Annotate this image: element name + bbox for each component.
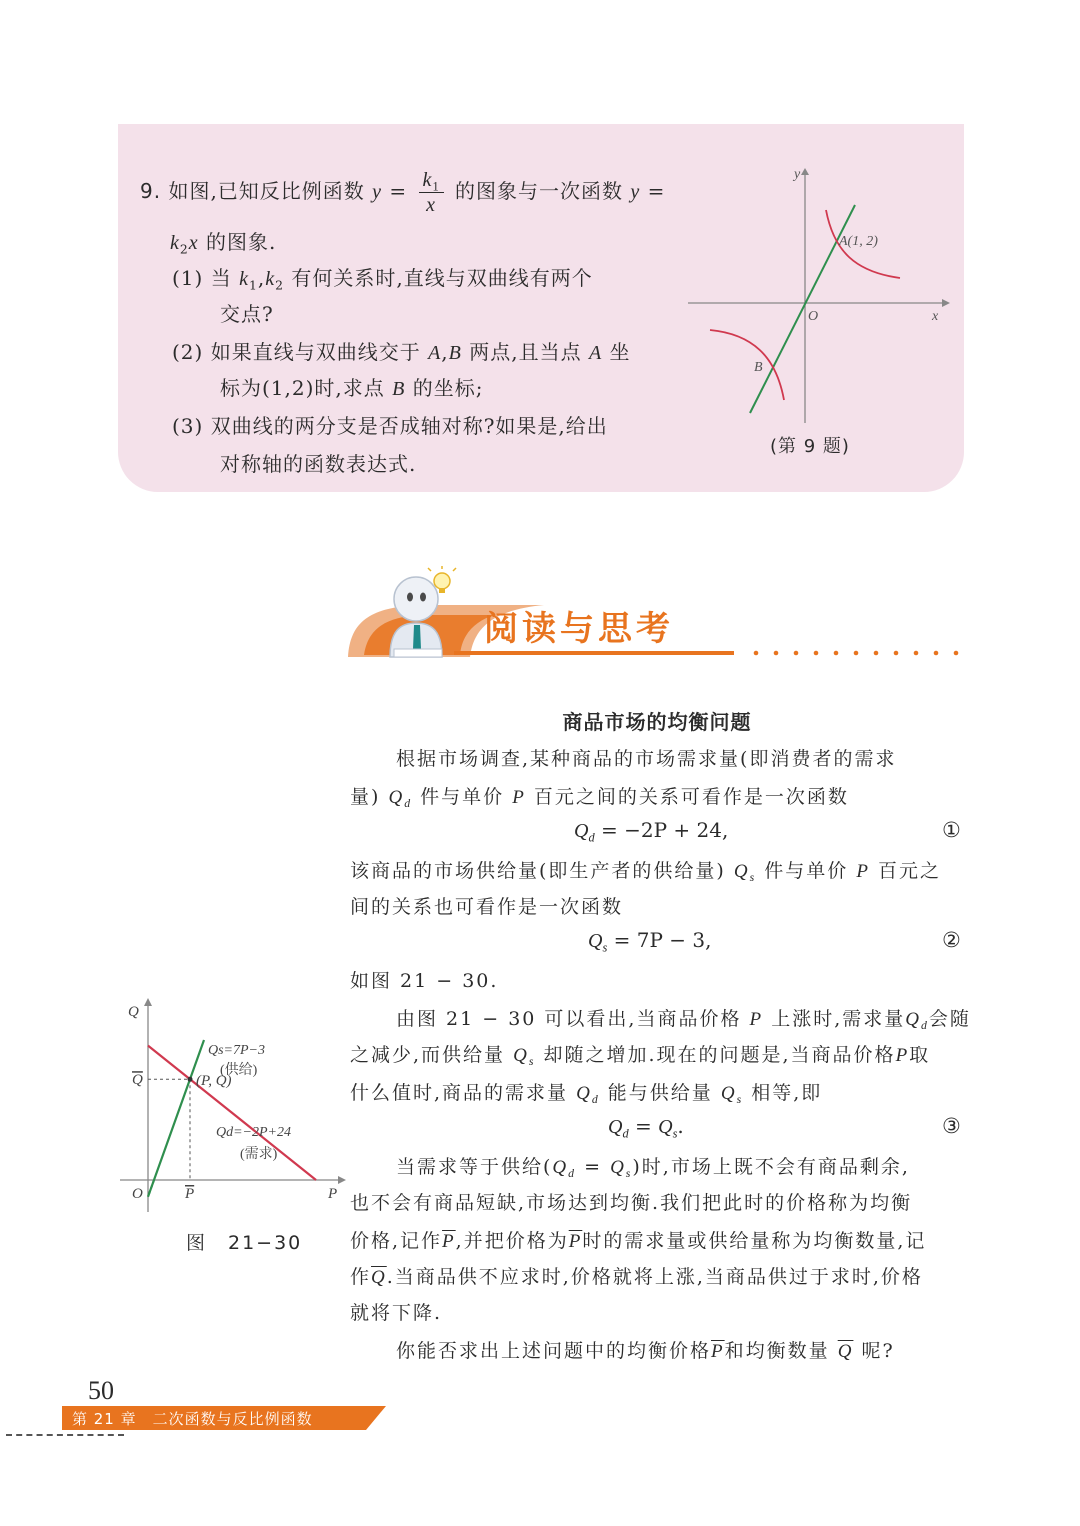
page-number: 50 bbox=[88, 1376, 114, 1405]
demand-equation-label: Qd=−2P+24 bbox=[216, 1125, 292, 1140]
equilibrium-point bbox=[188, 1077, 193, 1082]
y-axis-arrow bbox=[144, 998, 152, 1006]
figure-caption: 图 21−30 bbox=[186, 1232, 303, 1254]
y-axis-label: y bbox=[794, 168, 801, 182]
x-axis-arrow bbox=[338, 1176, 346, 1184]
equals-sign: = bbox=[389, 179, 408, 203]
equation-1-number: ① bbox=[942, 818, 961, 842]
article-title: 商品市场的均衡问题 bbox=[562, 710, 752, 734]
paragraph-line: 间的关系也可看作是一次函数 bbox=[350, 896, 624, 918]
banner-dots bbox=[754, 651, 959, 656]
paragraph-line: 也不会有商品短缺,市场达到均衡.我们把此时的价格称为均衡 bbox=[350, 1192, 913, 1214]
exercise-figure bbox=[688, 168, 952, 428]
x-axis-arrow bbox=[942, 299, 950, 307]
equilibrium-quantity-tick: Q bbox=[132, 1072, 143, 1089]
x-axis-label: x bbox=[932, 309, 939, 324]
supply-line bbox=[148, 1040, 204, 1197]
equation-2: $Q_s = 7P - 3$, bbox=[588, 928, 712, 955]
exercise-caption: (第 9 题) bbox=[770, 436, 850, 457]
fraction: $\frac{k_1}{x}$ bbox=[419, 168, 444, 217]
supply-equation-label: Qs=7P−3 bbox=[208, 1043, 266, 1058]
point-a-label: A(1, 2) bbox=[839, 234, 878, 249]
question-3: (3) 双曲线的两分支是否成轴对称?如果是,给出 bbox=[172, 414, 608, 438]
reading-banner bbox=[344, 565, 974, 665]
paragraph-line: 之减少,而供给量 $Q_s$ 却随之增加.现在的问题是,当商品价格P取 bbox=[350, 1044, 931, 1069]
question-2-cont: 标为(1,2)时,求点 B 的坐标; bbox=[220, 376, 484, 400]
y-axis-arrow bbox=[801, 168, 809, 175]
exercise-number: 9. bbox=[140, 179, 162, 203]
paragraph-line: 就将下降. bbox=[350, 1302, 443, 1324]
paragraph-line: 你能否求出上述问题中的均衡价格$\overline{P}$和均衡数量 $\overline{Q}$ 呢? bbox=[396, 1340, 895, 1362]
equilibrium-label: (P, Q) bbox=[196, 1073, 232, 1090]
equation-2-number: ② bbox=[942, 928, 961, 952]
equilibrium-price-tick: P bbox=[185, 1186, 195, 1202]
origin-label: O bbox=[808, 309, 819, 324]
demand-cn-label: (需求) bbox=[240, 1147, 278, 1162]
y-axis-label: Q bbox=[128, 1004, 139, 1020]
equation-3-number: ③ bbox=[942, 1114, 961, 1138]
supply-cn-label: (供给) bbox=[220, 1063, 258, 1078]
question-3-cont: 对称轴的函数表达式. bbox=[220, 452, 417, 476]
paragraph-line: 作$\overline{Q}$.当商品供不应求时,价格就将上涨,当商品供过于求时,价格 bbox=[350, 1266, 923, 1288]
x-axis-label: P bbox=[328, 1186, 338, 1202]
point-b-label: B bbox=[754, 360, 763, 375]
equation-1: $Q_d = -2P + 24$, bbox=[574, 818, 729, 845]
paragraph-line: 当需求等于供给$(Q_d = Q_s)$时,市场上既不会有商品剩余, bbox=[396, 1156, 910, 1181]
var-y: y bbox=[372, 181, 383, 203]
exercise-text: 的图象与一次函数 bbox=[455, 179, 623, 203]
exercise-box bbox=[118, 124, 964, 492]
footer-dotted-rule bbox=[6, 1434, 124, 1436]
var-y: y bbox=[630, 181, 641, 203]
paragraph-line: 价格,记作$\overline{P}$,并把价格为$\overline{P}$时的需求量或供给量称为均衡数量,记 bbox=[350, 1230, 927, 1252]
exercise-line-2: $k_2x$ 的图象. bbox=[170, 230, 277, 257]
paragraph-line: 该商品的市场供给量(即生产者的供给量) $Q_s$ 件与单价 P 百元之 bbox=[350, 860, 941, 885]
paragraph-line: 根据市场调查,某种商品的市场需求量(即消费者的需求 bbox=[396, 748, 897, 770]
question-1: (1) 当 $k_1,k_2$ 有何关系时,直线与双曲线有两个 bbox=[172, 266, 593, 293]
reading-title: 阅读与思考 bbox=[484, 609, 674, 649]
hyperbola-branch-2 bbox=[710, 330, 784, 400]
paragraph-line: 如图 21 − 30. bbox=[350, 970, 499, 992]
exercise-line-1 bbox=[140, 168, 665, 217]
equals-sign: = bbox=[647, 179, 666, 203]
chapter-label: 第 21 章 二次函数与反比例函数 bbox=[72, 1410, 313, 1428]
paragraph-line: 什么值时,商品的需求量 $Q_d$ 能与供给量 $Q_s$ 相等,即 bbox=[350, 1082, 823, 1107]
exercise-text: 如图,已知反比例函数 bbox=[168, 179, 365, 203]
paragraph-line: 由图 21 − 30 可以看出,当商品价格 P 上涨时,需求量$Q_d$会随 bbox=[396, 1008, 971, 1033]
supply-demand-chart bbox=[112, 998, 352, 1220]
question-1-cont: 交点? bbox=[220, 302, 274, 326]
paragraph-line: 量) $Q_d$ 件与单价 P 百元之间的关系可看作是一次函数 bbox=[350, 786, 849, 811]
equation-3: $Q_d = Q_s$. bbox=[608, 1114, 684, 1141]
question-2: (2) 如果直线与双曲线交于 A,B 两点,且当点 A 坐 bbox=[172, 340, 631, 364]
origin-label: O bbox=[132, 1186, 143, 1202]
